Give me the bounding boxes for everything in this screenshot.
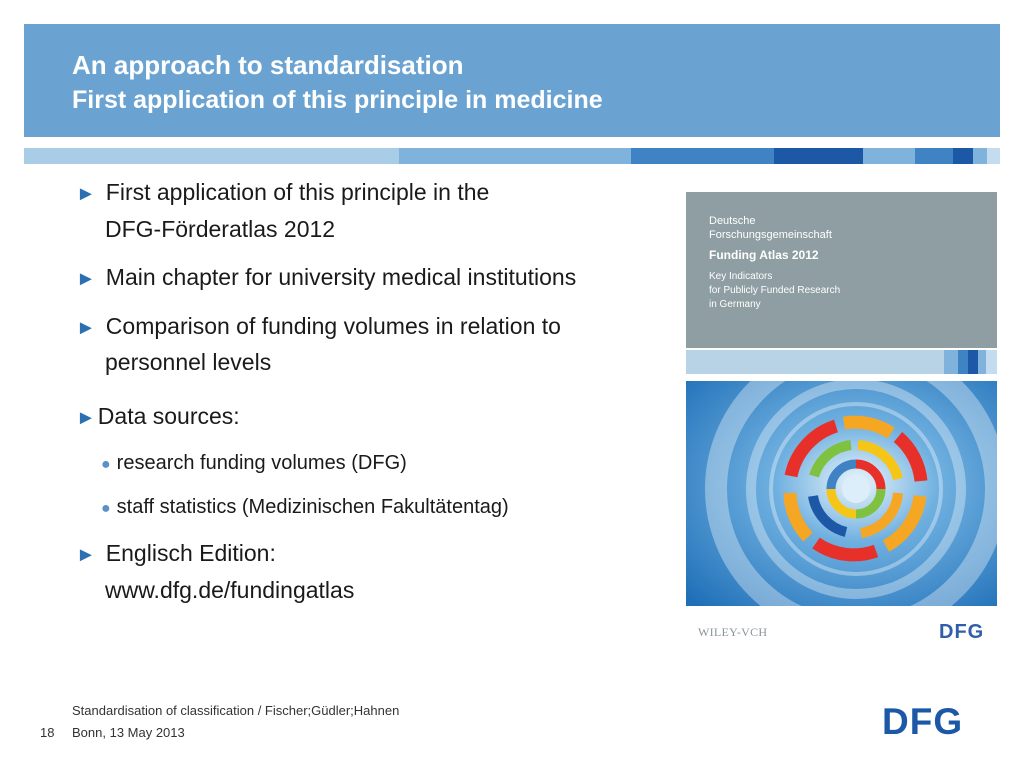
book-cover-graphic	[686, 381, 997, 606]
dfg-logo: DFG	[882, 701, 964, 742]
right-pointing-triangle-icon: ►	[76, 268, 96, 290]
book-cover-subtitle-line: Key Indicators	[709, 271, 773, 282]
bullet-item-continuation: www.dfg.de/fundingatlas	[105, 577, 355, 603]
book-cover-color-bar	[686, 350, 997, 374]
book-cover-org-line: Deutsche	[709, 215, 756, 227]
book-cover-title: Funding Atlas 2012	[709, 248, 819, 262]
sub-bullet-item: ● research funding volumes (DFG)	[101, 452, 407, 474]
bullet-item: ► Main chapter for university medical institutions	[76, 264, 577, 290]
bullet-item-continuation: personnel levels	[105, 349, 272, 375]
bullet-dot-icon: ●	[101, 500, 111, 517]
right-pointing-triangle-icon: ►	[76, 407, 96, 429]
slide-header	[24, 24, 1000, 137]
bullet-item-continuation: DFG-Förderatlas 2012	[105, 216, 336, 242]
right-pointing-triangle-icon: ►	[76, 317, 96, 339]
book-cover-dfg-logo: DFG	[939, 621, 985, 643]
footer-title: Standardisation of classification / Fischer;Güdler;Hahnen	[72, 703, 400, 718]
slide-title: An approach to standardisation	[72, 50, 464, 80]
book-cover-org-line: Forschungsgemeinschaft	[709, 229, 832, 241]
sub-bullet-item: ● staff statistics (Medizinischen Fakultätentag)	[101, 496, 509, 518]
bullet-item: ►Data sources:	[76, 403, 240, 429]
right-pointing-triangle-icon: ►	[76, 183, 96, 205]
bullet-dot-icon: ●	[101, 456, 111, 473]
right-pointing-triangle-icon: ►	[76, 544, 96, 566]
radial-chart-illustration	[686, 381, 997, 606]
decorative-color-stripe	[24, 148, 1000, 164]
page-number: 18	[40, 725, 55, 740]
book-cover-subtitle-line: for Publicly Funded Research	[709, 285, 841, 296]
footer-date: Bonn, 13 May 2013	[72, 725, 185, 740]
bullet-item: ► Englisch Edition:	[76, 540, 276, 566]
slide-subtitle: First application of this principle in medicine	[72, 86, 603, 114]
book-cover-subtitle-line: in Germany	[709, 299, 761, 310]
book-cover-title-panel	[686, 192, 997, 348]
book-cover-publisher: WILEY-VCH	[698, 625, 768, 639]
bullet-item: ► Comparison of funding volumes in relation to	[76, 313, 561, 339]
bullet-item: ► First application of this principle in the	[76, 179, 490, 205]
